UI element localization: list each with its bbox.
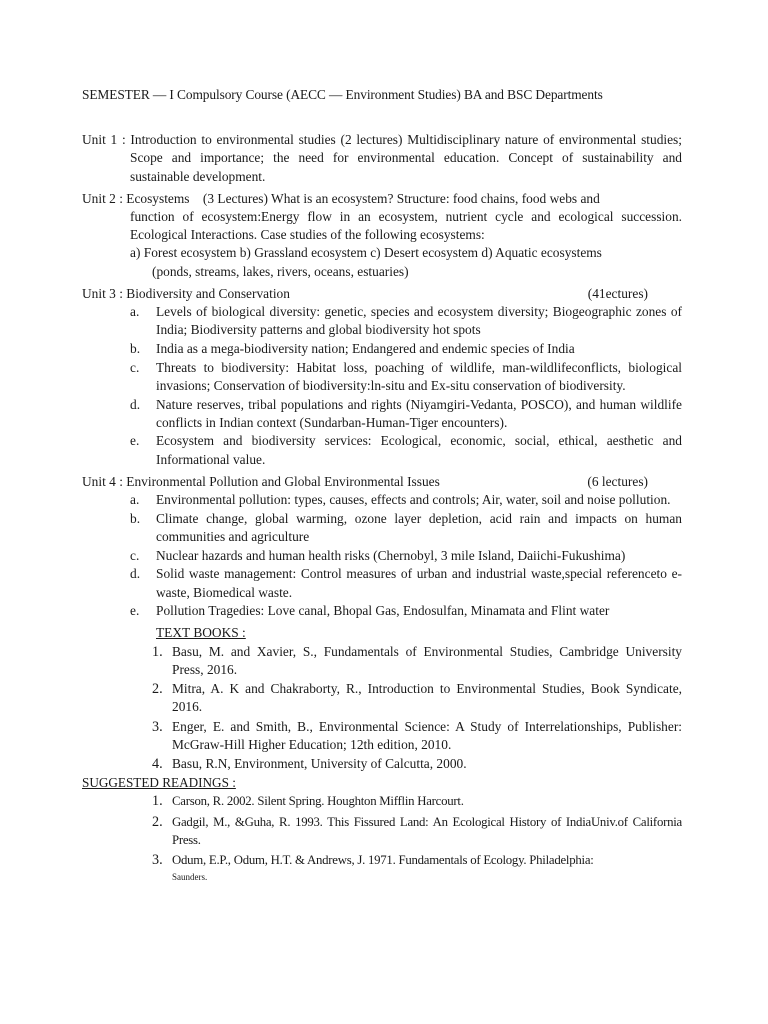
unit-3-label: Unit 3 : bbox=[82, 285, 123, 301]
unit-3-topic-list bbox=[82, 303, 682, 469]
list-item: c. Threats to biodiversity: Habitat loss, poaching of wildlife, man-wildlifeconflicts, biological invasions; Conservation of biodiversity:ln-situ and Ex-situ conservation of biodiversity. bbox=[130, 359, 682, 393]
unit-4-title-line bbox=[82, 473, 440, 491]
unit-4-head bbox=[82, 473, 682, 491]
list-item: 2. Mitra, A. K and Chakraborty, R., Introduction to Environmental Studies, Book Syndicate, 2016. bbox=[152, 681, 682, 715]
textbooks-title: TEXT BOOKS : bbox=[156, 625, 246, 641]
unit-4-topic-list bbox=[82, 491, 682, 620]
unit-2-ecosystem-types-cont: (ponds, streams, lakes, rivers, oceans, estuaries) bbox=[152, 263, 409, 279]
unit-3 bbox=[82, 285, 682, 469]
unit-1-label: Unit 1 : bbox=[82, 132, 126, 148]
unit-2-head bbox=[82, 190, 682, 208]
list-item: b. Climate change, global warming, ozone layer depletion, acid rain and impacts on human communities and agriculture bbox=[130, 510, 682, 544]
unit-3-head bbox=[82, 285, 682, 303]
list-item: a. Levels of biological diversity: genetic, species and ecosystem diversity; Biogeographic zones of India; Biodiversity patterns and global biodiversity hot spots bbox=[130, 304, 682, 338]
list-item: b. India as a mega-biodiversity nation; Endangered and endemic species of India bbox=[130, 340, 575, 356]
list-item: 3. Odum, E.P., Odum, H.T. & Andrews, J. 1971. Fundamentals of Ecology. Philadelphia: bbox=[152, 851, 594, 868]
list-item: 3. Enger, E. and Smith, B., Environmental Science: A Study of Interrelationships, Publisher: McGraw-Hill Higher Education; 12th edition, 2010. bbox=[152, 718, 682, 752]
list-item: d. Nature reserves, tribal populations and rights (Niyamgiri-Vedanta, POSCO), and human wildlife conflicts in Indian context (Sundarban-Human-Tiger encounters). bbox=[130, 396, 682, 430]
list-item: e. Pollution Tragedies: Love canal, Bhopal Gas, Endosulfan, Minamata and Flint water bbox=[130, 603, 610, 619]
unit-3-title-line bbox=[82, 285, 290, 303]
list-item: e. Ecosystem and biodiversity services: Ecological, economic, social, ethical, aesthetic and Informational value. bbox=[130, 433, 682, 467]
unit-3-title: Biodiversity and Conservation bbox=[126, 285, 290, 301]
list-item: 1. Carson, R. 2002. Silent Spring. Houghton Mifflin Harcourt. bbox=[152, 793, 464, 810]
unit-2-intro: Ecosystems (3 Lectures) What is an ecosystem? Structure: food chains, food webs and bbox=[126, 190, 600, 206]
unit-3-lectures: (41ectures) bbox=[587, 285, 648, 301]
list-item: a. Environmental pollution: types, causes, effects and controls; Air, water, soil and noise pollution. bbox=[130, 492, 671, 508]
unit-4-label: Unit 4 : bbox=[82, 473, 123, 489]
unit-4 bbox=[82, 473, 682, 621]
unit-2-ecosystem-types: a) Forest ecosystem b) Grassland ecosystem c) Desert ecosystem d) Aquatic ecosystems bbox=[130, 245, 602, 261]
unit-2-body bbox=[82, 208, 682, 281]
unit-2-description: function of ecosystem:Energy flow in an ecosystem, nutrient cycle and ecological succession. Ecological Interactions. Case studies of the following ecosystems: bbox=[130, 209, 682, 243]
unit-1-text bbox=[82, 131, 682, 186]
unit-2-label: Unit 2 : bbox=[82, 190, 123, 206]
unit-4-title: Environmental Pollution and Global Environmental Issues bbox=[126, 473, 440, 489]
unit-4-lectures: (6 lectures) bbox=[587, 473, 648, 489]
suggested-readings-title: SUGGESTED READINGS : bbox=[82, 775, 236, 791]
unit-2 bbox=[82, 190, 682, 281]
list-item: 4. Basu, R.N, Environment, University of Calcutta, 2000. bbox=[152, 755, 467, 772]
unit-1 bbox=[82, 131, 682, 186]
document-page bbox=[82, 86, 682, 883]
unit-1-description: Introduction to environmental studies (2 lectures) Multidisciplinary nature of environmental studies; Scope and importance; the need for environmental education. Concept of sustainability and sustainable development. bbox=[130, 132, 682, 184]
list-item: 1. Basu, M. and Xavier, S., Fundamentals of Environmental Studies, Cambridge University Press, 2016. bbox=[152, 643, 682, 677]
suggested-readings-tail: Saunders. bbox=[172, 872, 208, 883]
document-heading: SEMESTER — I Compulsory Course (AECC — Environment Studies) BA and BSC Departments bbox=[82, 87, 603, 102]
list-item: d. Solid waste management: Control measures of urban and industrial waste,special referenceto e-waste, Biomedical waste. bbox=[130, 566, 682, 600]
textbooks-list bbox=[82, 643, 682, 773]
suggested-readings-list bbox=[82, 792, 682, 869]
list-item: c. Nuclear hazards and human health risks (Chernobyl, 3 mile Island, Daiichi-Fukushima) bbox=[130, 547, 626, 563]
list-item: 2. Gadgil, M., &Guha, R. 1993. This Fissured Land: An Ecological History of IndiaUniv.of California Press. bbox=[152, 813, 682, 847]
